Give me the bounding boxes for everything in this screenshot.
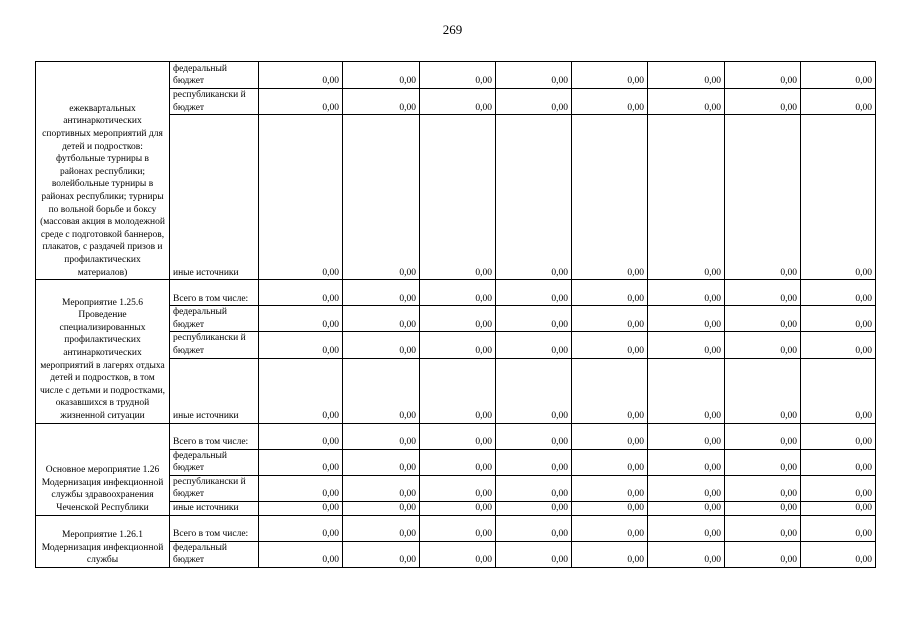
amount-cell: 0,00 bbox=[496, 115, 572, 280]
funding-source: иные источники bbox=[170, 501, 259, 515]
amount-cell: 0,00 bbox=[572, 515, 648, 541]
amount-cell: 0,00 bbox=[572, 541, 648, 567]
amount-cell: 0,00 bbox=[801, 332, 876, 358]
amount-cell: 0,00 bbox=[725, 280, 801, 306]
amount-cell: 0,00 bbox=[496, 423, 572, 449]
amount-cell: 0,00 bbox=[496, 541, 572, 567]
amount-cell: 0,00 bbox=[343, 423, 420, 449]
amount-cell: 0,00 bbox=[259, 89, 343, 115]
amount-cell: 0,00 bbox=[259, 115, 343, 280]
amount-cell: 0,00 bbox=[801, 306, 876, 332]
amount-cell: 0,00 bbox=[496, 89, 572, 115]
amount-cell: 0,00 bbox=[496, 449, 572, 475]
amount-cell: 0,00 bbox=[725, 115, 801, 280]
amount-cell: 0,00 bbox=[420, 475, 496, 501]
amount-cell: 0,00 bbox=[801, 449, 876, 475]
amount-cell: 0,00 bbox=[725, 541, 801, 567]
funding-source: иные источники bbox=[170, 358, 259, 423]
amount-cell: 0,00 bbox=[343, 306, 420, 332]
amount-cell: 0,00 bbox=[420, 306, 496, 332]
amount-cell: 0,00 bbox=[801, 358, 876, 423]
amount-cell: 0,00 bbox=[572, 501, 648, 515]
amount-cell: 0,00 bbox=[648, 306, 725, 332]
funding-source: федеральный бюджет bbox=[170, 449, 259, 475]
amount-cell: 0,00 bbox=[725, 501, 801, 515]
amount-cell: 0,00 bbox=[259, 62, 343, 89]
amount-cell: 0,00 bbox=[572, 475, 648, 501]
amount-cell: 0,00 bbox=[801, 423, 876, 449]
amount-cell: 0,00 bbox=[648, 515, 725, 541]
amount-cell: 0,00 bbox=[259, 358, 343, 423]
amount-cell: 0,00 bbox=[343, 475, 420, 501]
amount-cell: 0,00 bbox=[725, 475, 801, 501]
amount-cell: 0,00 bbox=[259, 449, 343, 475]
amount-cell: 0,00 bbox=[420, 541, 496, 567]
activity-description: Основное мероприятие 1.26 Модернизация инфекционной службы здравоохранения Чеченской Республики bbox=[36, 423, 170, 515]
amount-cell: 0,00 bbox=[259, 280, 343, 306]
amount-cell: 0,00 bbox=[420, 501, 496, 515]
amount-cell: 0,00 bbox=[648, 423, 725, 449]
amount-cell: 0,00 bbox=[801, 280, 876, 306]
funding-source: республикански й бюджет bbox=[170, 475, 259, 501]
amount-cell: 0,00 bbox=[343, 501, 420, 515]
amount-cell: 0,00 bbox=[259, 423, 343, 449]
amount-cell: 0,00 bbox=[572, 89, 648, 115]
amount-cell: 0,00 bbox=[496, 515, 572, 541]
amount-cell: 0,00 bbox=[420, 449, 496, 475]
budget-table bbox=[35, 61, 876, 568]
amount-cell: 0,00 bbox=[259, 501, 343, 515]
amount-cell: 0,00 bbox=[572, 280, 648, 306]
amount-cell: 0,00 bbox=[496, 358, 572, 423]
amount-cell: 0,00 bbox=[725, 358, 801, 423]
amount-cell: 0,00 bbox=[259, 332, 343, 358]
amount-cell: 0,00 bbox=[572, 62, 648, 89]
amount-cell: 0,00 bbox=[648, 449, 725, 475]
amount-cell: 0,00 bbox=[725, 515, 801, 541]
activity-description: Мероприятие 1.26.1 Модернизация инфекционной службы bbox=[36, 515, 170, 567]
funding-source: Всего в том числе: bbox=[170, 423, 259, 449]
amount-cell: 0,00 bbox=[648, 62, 725, 89]
amount-cell: 0,00 bbox=[496, 62, 572, 89]
amount-cell: 0,00 bbox=[343, 358, 420, 423]
amount-cell: 0,00 bbox=[648, 475, 725, 501]
amount-cell: 0,00 bbox=[572, 332, 648, 358]
amount-cell: 0,00 bbox=[420, 89, 496, 115]
amount-cell: 0,00 bbox=[420, 515, 496, 541]
amount-cell: 0,00 bbox=[343, 62, 420, 89]
amount-cell: 0,00 bbox=[648, 89, 725, 115]
funding-source: иные источники bbox=[170, 115, 259, 280]
funding-source: федеральный бюджет bbox=[170, 306, 259, 332]
funding-source: федеральный бюджет bbox=[170, 62, 259, 89]
amount-cell: 0,00 bbox=[496, 280, 572, 306]
funding-source: республикански й бюджет bbox=[170, 332, 259, 358]
amount-cell: 0,00 bbox=[259, 306, 343, 332]
funding-source: республикански й бюджет bbox=[170, 89, 259, 115]
amount-cell: 0,00 bbox=[801, 115, 876, 280]
table-row bbox=[36, 515, 876, 541]
table-body bbox=[36, 62, 876, 568]
amount-cell: 0,00 bbox=[343, 541, 420, 567]
amount-cell: 0,00 bbox=[343, 89, 420, 115]
amount-cell: 0,00 bbox=[496, 501, 572, 515]
amount-cell: 0,00 bbox=[572, 423, 648, 449]
amount-cell: 0,00 bbox=[725, 306, 801, 332]
amount-cell: 0,00 bbox=[572, 115, 648, 280]
table-row bbox=[36, 280, 876, 306]
amount-cell: 0,00 bbox=[725, 332, 801, 358]
amount-cell: 0,00 bbox=[420, 62, 496, 89]
amount-cell: 0,00 bbox=[648, 115, 725, 280]
amount-cell: 0,00 bbox=[801, 501, 876, 515]
activity-description: ежеквартальных антинаркотических спортивных мероприятий для детей и подростков: футбольные турниры в районах республики; волейбольные турниры в районах республики; турниры по вольной борьбе и боксу (массовая акция в молодежной среде с подготовкой баннеров, плакатов, с раздачей призов и профилактических материалов) bbox=[36, 62, 170, 280]
amount-cell: 0,00 bbox=[572, 358, 648, 423]
amount-cell: 0,00 bbox=[259, 515, 343, 541]
amount-cell: 0,00 bbox=[648, 358, 725, 423]
table-row bbox=[36, 423, 876, 449]
amount-cell: 0,00 bbox=[725, 423, 801, 449]
amount-cell: 0,00 bbox=[801, 515, 876, 541]
amount-cell: 0,00 bbox=[801, 89, 876, 115]
amount-cell: 0,00 bbox=[801, 541, 876, 567]
funding-source: Всего в том числе: bbox=[170, 515, 259, 541]
amount-cell: 0,00 bbox=[420, 423, 496, 449]
amount-cell: 0,00 bbox=[420, 358, 496, 423]
activity-description: Мероприятие 1.25.6 Проведение специализированных профилактических антинаркотических мероприятий в лагерях отдыха детей и подростков, в том числе с детьми и подростками, оказавшихся в трудной жизненной ситуации bbox=[36, 280, 170, 423]
amount-cell: 0,00 bbox=[725, 89, 801, 115]
funding-source: федеральный бюджет bbox=[170, 541, 259, 567]
amount-cell: 0,00 bbox=[496, 332, 572, 358]
amount-cell: 0,00 bbox=[648, 541, 725, 567]
amount-cell: 0,00 bbox=[343, 280, 420, 306]
amount-cell: 0,00 bbox=[648, 501, 725, 515]
amount-cell: 0,00 bbox=[343, 449, 420, 475]
amount-cell: 0,00 bbox=[259, 541, 343, 567]
amount-cell: 0,00 bbox=[420, 280, 496, 306]
amount-cell: 0,00 bbox=[420, 332, 496, 358]
amount-cell: 0,00 bbox=[801, 475, 876, 501]
amount-cell: 0,00 bbox=[801, 62, 876, 89]
amount-cell: 0,00 bbox=[496, 475, 572, 501]
funding-source: Всего в том числе: bbox=[170, 280, 259, 306]
amount-cell: 0,00 bbox=[725, 449, 801, 475]
amount-cell: 0,00 bbox=[496, 306, 572, 332]
table-row bbox=[36, 62, 876, 89]
amount-cell: 0,00 bbox=[648, 332, 725, 358]
amount-cell: 0,00 bbox=[648, 280, 725, 306]
amount-cell: 0,00 bbox=[343, 332, 420, 358]
amount-cell: 0,00 bbox=[572, 306, 648, 332]
amount-cell: 0,00 bbox=[420, 115, 496, 280]
amount-cell: 0,00 bbox=[259, 475, 343, 501]
amount-cell: 0,00 bbox=[343, 115, 420, 280]
amount-cell: 0,00 bbox=[343, 515, 420, 541]
amount-cell: 0,00 bbox=[725, 62, 801, 89]
amount-cell: 0,00 bbox=[572, 449, 648, 475]
page-number: 269 bbox=[442, 22, 463, 37]
